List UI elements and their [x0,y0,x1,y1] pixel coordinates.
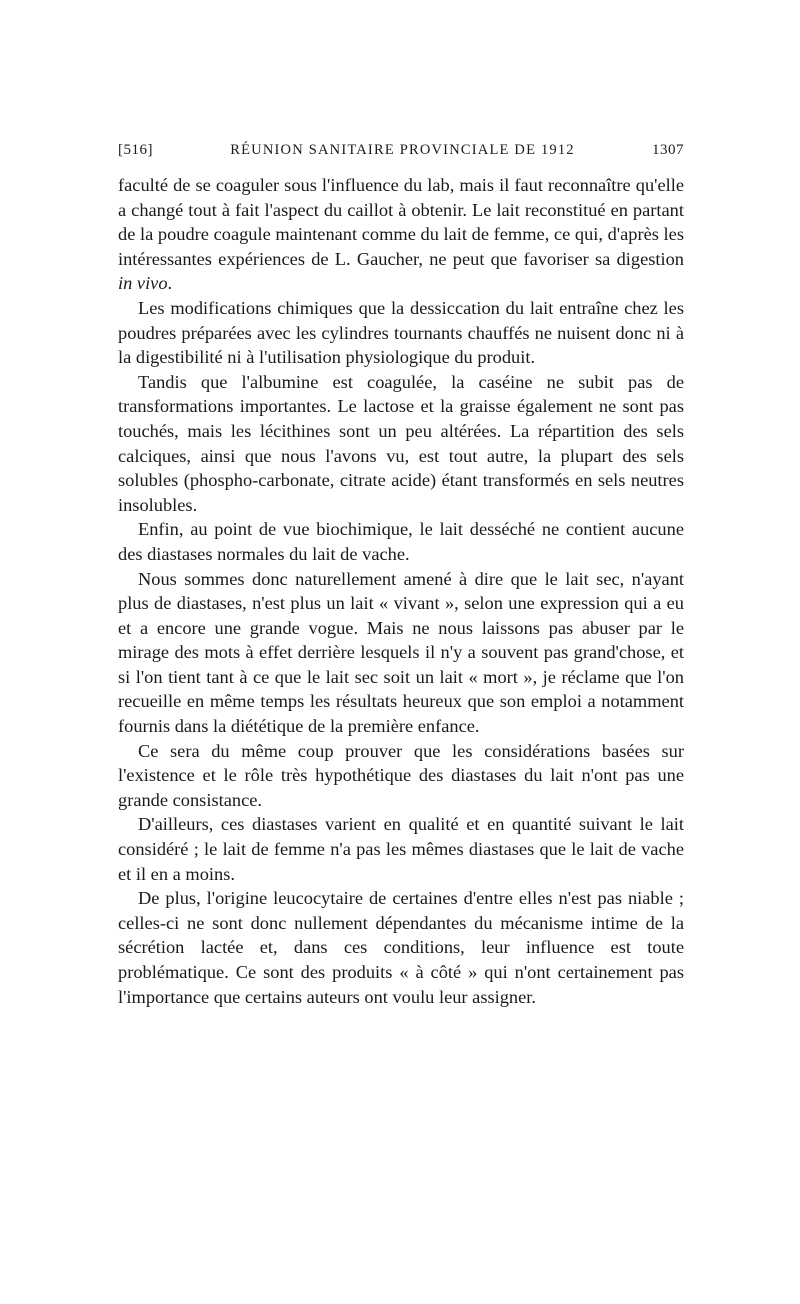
paragraph: Ce sera du même coup prouver que les considérations basées sur l'existence et le rôle très hypothétique des diastases du lait n'ont pas une grande consistance. [118,740,684,810]
paragraph: Nous sommes donc naturellement amené à dire que le lait sec, n'ayant plus de diastases, n'est plus un lait « vivant », selon une expression qui a eu et a encore une grande vogue. Mais ne nous laissons pas abuser par le mirage des mots à effet derrière lesquels il n'y a souvent pas grand'chose, et si l'on tient tant à ce que le lait sec soit un lait « mort », je réclame que l'on recueille en même temps les résultats heureux que son emploi a notamment fournis dans la diététique de la première enfance. [118,568,684,737]
paragraph: De plus, l'origine leucocytaire de certaines d'entre elles n'est pas niable ; celles-ci ne sont donc nullement dépendantes du mécanisme intime de la sécrétion lactée et, dans ces conditions, leur influence est toute problématique. Ce sont des produits « à côté » qui n'ont certainement pas l'importance que certains auteurs ont voulu leur assigner. [118,888,684,1007]
paragraph: Tandis que l'albumine est coagulée, la caséine ne subit pas de transformations importantes. Le lactose et la graisse également ne sont pas touchés, mais les lécithines sont un peu altérées. La répartition des sels calciques, ainsi que nous l'avons vu, est tout autre, la plupart des sels solubles (phospho-carbonate, citrate acide) étant transformés en sels neutres insolubles. [118,371,684,515]
book-page [118,142,684,1009]
paragraph-punctuation: . [167,273,173,294]
page-reference: [516] [118,142,153,158]
paragraph-text: faculté de se coaguler sous l'influence du lab, mais il faut reconnaître qu'elle a changé tout à fait l'aspect du caillot à obtenir. Le lait reconstitué en partant de la poudre coagule maintenant comme du lait de femme, ce qui, d'après les intéressantes expériences de L. Gaucher, ne peut que favoriser sa digestion [118,175,684,269]
running-head [118,142,684,159]
running-title: RÉUNION SANITAIRE PROVINCIALE DE 1912 [230,142,575,158]
paragraph-continued [118,173,684,296]
paragraph: D'ailleurs, ces diastases varient en qualité et en quantité suivant le lait considéré ; le lait de femme n'a pas les mêmes diastases que le lait de vache et il en a moins. [118,814,684,884]
paragraph: Enfin, au point de vue biochimique, le lait desséché ne contient aucune des diastases normales du lait de vache. [118,519,684,564]
italic-phrase: in vivo [118,273,168,294]
body-text [118,173,684,1009]
page-number: 1307 [652,142,684,158]
paragraph: Les modifications chimiques que la dessiccation du lait entraîne chez les poudres préparées avec les cylindres tournants chauffés ne nuisent donc ni à la digestibilité ni à l'utilisation physiologique du produit. [118,297,684,368]
